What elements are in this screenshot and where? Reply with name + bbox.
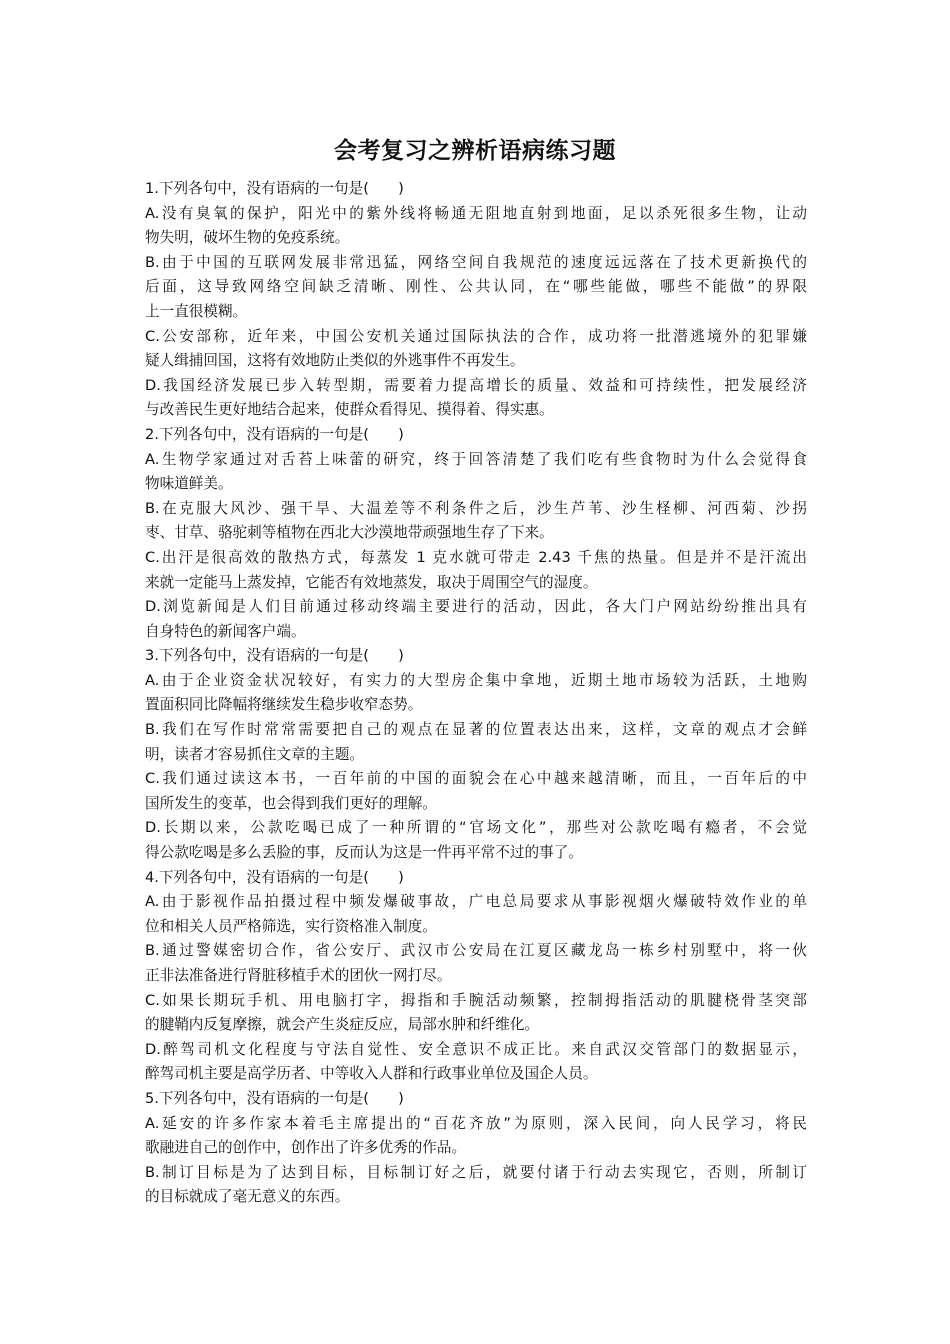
- option-continuation-text: 置面积同比降幅将继续发生稳步收窄态势。: [145, 696, 423, 714]
- option-a-text: A.延安的许多作家本着毛主席提出的“百花齐放”为原则，深入民间，向人民学习，将民: [145, 1114, 807, 1132]
- option-d-text: D.浏览新闻是人们目前通过移动终端主要进行的活动，因此，各大门户网站纷纷推出具有: [145, 598, 807, 616]
- option-b-text: B.由于中国的互联网发展非常迅猛，网络空间自我规范的速度远远落在了技术更新换代的: [145, 253, 807, 271]
- document-title: 会考复习之辨析语病练习题: [334, 138, 616, 164]
- option-d-text: D.醉驾司机文化程度与守法自觉性、安全意识不成正比。来自武汉交管部门的数据显示，: [145, 1040, 807, 1058]
- option-d-text: D.我国经济发展已步入转型期，需要着力提高增长的质量、效益和可持续性，把发展经济: [145, 376, 807, 394]
- option-a-text: A.生物学家通过对舌苔上味蕾的研究，终于回答清楚了我们吃有些食物时为什么会觉得食: [145, 450, 807, 468]
- option-c-text: C.出汗是很高效的散热方式，每蒸发 1 克水就可带走 2.43 千焦的热量。但是并不是汗流出: [145, 548, 807, 566]
- option-a-text: A.没有臭氧的保护，阳光中的紫外线将畅通无阻地直射到地面，足以杀死很多生物，让动: [145, 204, 807, 222]
- option-continuation-text: 物味道鲜美。: [145, 475, 233, 493]
- option-continuation-text: 与改善民生更好地结合起来，使群众看得见、摸得着、得实惠。: [145, 401, 554, 419]
- option-continuation-text: 歌融进自己的创作中，创作出了许多优秀的作品。: [145, 1139, 467, 1157]
- option-continuation-text: 物失明，破坏生物的免疫系统。: [145, 229, 350, 247]
- option-b-text: B.我们在写作时常常需要把自己的观点在显著的位置表达出来，这样，文章的观点才会鲜: [145, 721, 807, 739]
- option-c-text: C.我们通过读这本书，一百年前的中国的面貌会在心中越来越清晰，而且，一百年后的中: [145, 770, 807, 788]
- option-continuation-text: 的腱鞘内反复摩擦，就会产生炎症反应，局部水肿和纤维化。: [145, 1016, 540, 1034]
- option-c-text: C.如果长期玩手机、用电脑打字，拇指和手腕活动频繁，控制拇指活动的肌腱桡骨茎突部: [145, 991, 807, 1009]
- option-continuation-text: 上一直很模糊。: [145, 302, 248, 320]
- option-d-text: D.长期以来，公款吃喝已成了一种所谓的“官场文化”，那些对公款吃喝有瘾者，不会觉: [145, 819, 807, 837]
- option-continuation-text: 自身特色的新闻客户端。: [145, 622, 306, 640]
- option-a-text: A.由于企业资金状况较好，有实力的大型房企集中拿地，近期土地市场较为活跃，土地购: [145, 671, 807, 689]
- option-continuation-text: 明，读者才容易抓住文章的主题。: [145, 745, 364, 763]
- question-stem: 2.下列各句中，没有语病的一句是( ): [145, 425, 404, 443]
- option-c-text: C.公安部称，近年来，中国公安机关通过国际执法的合作，成功将一批潜逃境外的犯罪嫌: [145, 327, 807, 345]
- option-continuation-text: 枣、甘草、骆驼刺等植物在西北大沙漠地带顽强地生存了下来。: [145, 524, 554, 542]
- question-stem: 3.下列各句中，没有语病的一句是( ): [145, 647, 404, 665]
- option-b-text: B.制订目标是为了达到目标，目标制订好之后，就要付诸于行动去实现它，否则，所制订: [145, 1163, 807, 1181]
- option-continuation-text: 来就一定能马上蒸发掉，它能否有效地蒸发，取决于周围空气的湿度。: [145, 573, 598, 591]
- option-continuation-text: 得公款吃喝是多么丢脸的事，反而认为这是一件再平常不过的事了。: [145, 844, 583, 862]
- option-continuation-text: 后面，这导致网络空间缺乏清晰、刚性、公共认同，在“哪些能做，哪些不能做”的界限: [145, 278, 807, 296]
- option-continuation-text: 正非法准备进行肾脏移植手术的团伙一网打尽。: [145, 967, 452, 984]
- option-b-text: B.在克服大风沙、强干旱、大温差等不利条件之后，沙生芦苇、沙生柽柳、河西菊、沙拐: [145, 499, 807, 517]
- option-a-text: A.由于影视作品拍摄过程中频发爆破事故，广电总局要求从事影视烟火爆破特效作业的单: [145, 893, 807, 911]
- option-continuation-text: 疑人缉捕回国，这将有效地防止类似的外逃事件不再发生。: [145, 352, 525, 370]
- option-continuation-text: 的目标就成了毫无意义的东西。: [145, 1188, 350, 1206]
- option-continuation-text: 国所发生的变革，也会得到我们更好的理解。: [145, 794, 437, 812]
- question-stem: 1.下列各句中，没有语病的一句是( ): [145, 180, 404, 197]
- option-continuation-text: 位和相关人员严格筛选，实行资格准入制度。: [145, 917, 437, 935]
- question-stem: 5.下列各句中，没有语病的一句是( ): [145, 1089, 404, 1107]
- question-stem: 4.下列各句中，没有语病的一句是( ): [145, 868, 404, 886]
- option-continuation-text: 醉驾司机主要是高学历者、中等收入人群和行政事业单位及国企人员。: [145, 1065, 598, 1083]
- document-body: [145, 177, 807, 1210]
- option-b-text: B.通过警媒密切合作，省公安厅、武汉市公安局在江夏区藏龙岛一栋乡村别墅中，将一伙: [145, 942, 807, 960]
